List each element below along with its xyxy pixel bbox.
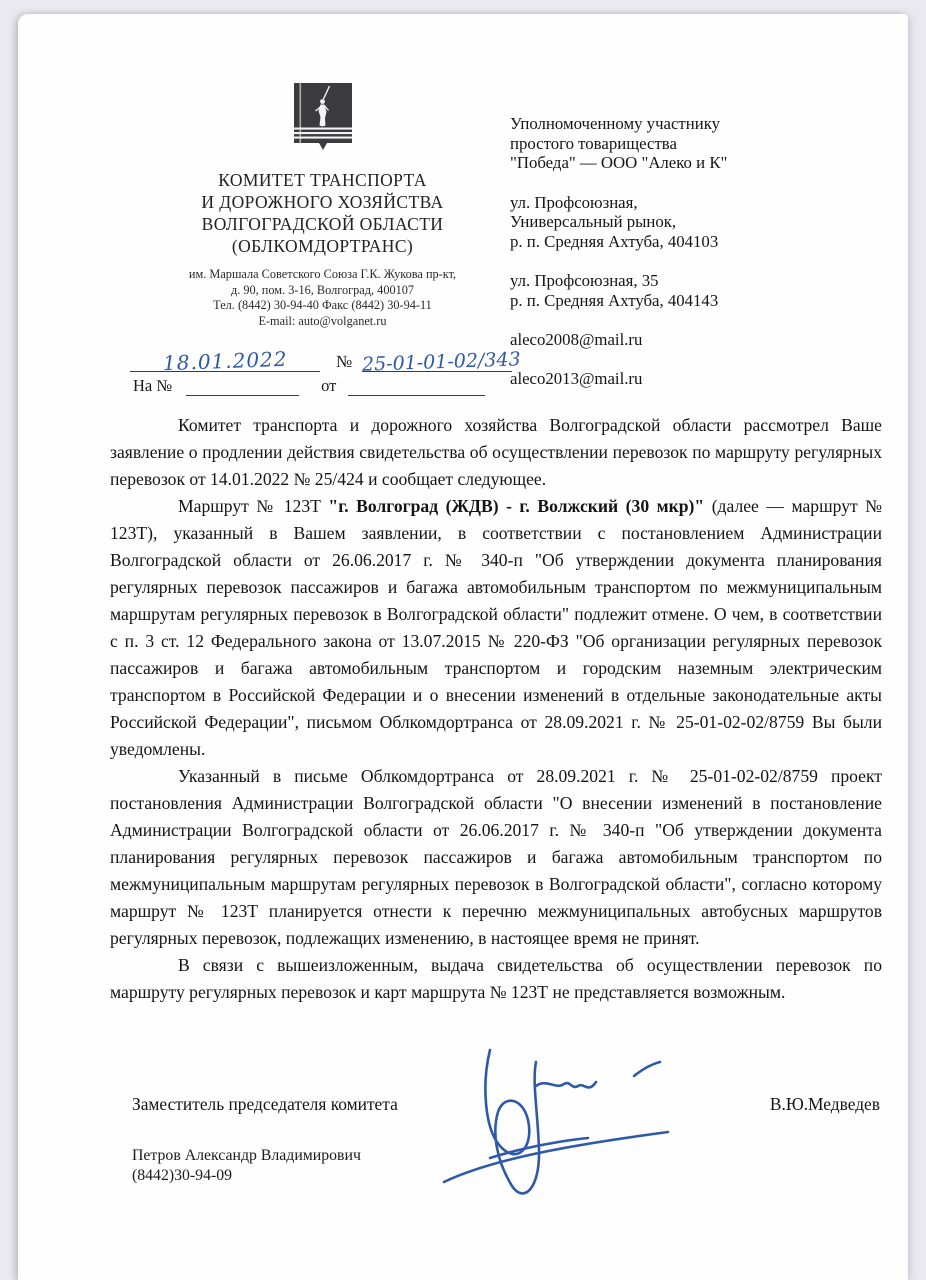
recipient-email-1: aleco2008@mail.ru [510,330,643,349]
volgograd-oblast-emblem-icon [293,82,353,161]
executor-block [132,1146,361,1186]
recipient-email-2: aleco2013@mail.ru [510,368,643,388]
document-sheet [18,14,908,1280]
sender-header [130,82,515,329]
executor-phone: (8442)30-94-09 [132,1167,233,1184]
org-name-line: И ДОРОЖНОГО ХОЗЯЙСТВА [201,192,444,212]
incoming-reference-row [133,372,610,396]
incoming-date-blank-field [348,377,485,396]
handwritten-number: 25-01-01-02/343 [361,348,522,376]
signer-name: В.Ю.Медведев [769,1094,880,1114]
letter-body [110,412,882,1006]
org-name-line: КОМИТЕТ ТРАНСПОРТА [218,170,427,190]
recipient-line: р. п. Средняя Ахтуба, 404143 [510,290,719,310]
ot-label: от [321,376,337,395]
paragraph-1: Комитет транспорта и дорожного хозяйства Волгоградской области рассмотрел Ваше заявление о продлении действия свидетельства об осуществлении перевозок по маршруту регулярных перевозок от 14.01.2022 № 25/424 и сообщает следующее. [110,415,882,489]
number-sign-label: № [336,352,353,371]
recipient-line: Уполномоченному участнику [510,114,721,133]
sender-address-line: E-mail: auto@volganet.ru [258,313,387,328]
sender-address-line: им. Маршала Советского Союза Г.К. Жукова пр-кт, [188,267,457,281]
recipient-line: Универсальный рынок, [510,212,677,231]
paragraph-2-continuation: (далее — маршрут № 123Т), указанный в Вашем заявлении, в соответствии с постановлением Администрации Волгоградской области от 26.06.2017 г. № 340-п "Об утверждении документа планирования регулярных перевозок пассажиров и багажа автомобильным транспортом по межмуниципальным маршрутам регулярных перевозок в Волгоградской области" подлежит отмене. О чем, в соответствии с п. 3 ст. 12 Федерального закона от 13.07.2015 № 220-ФЗ "Об организации регулярных перевозок пассажиров и багажа автомобильным транспортом и городским наземным электрическим транспортом в Российской Федерации и о внесении изменений в отдельные законодательные акты Российской Федерации", письмом Облкомдортранса от 28.09.2021 г. № 25-01-02-02/8759 Вы были уведомлены. [110,496,882,759]
sender-address-line: д. 90, пом. 3-16, Волгоград, 400107 [230,282,415,297]
signer-position-title: Заместитель председателя комитета [132,1094,398,1114]
recipient-name [510,114,890,173]
org-name-line: (ОБЛКОМДОРТРАНС) [231,236,414,256]
outgoing-date-number-row [130,326,610,376]
sender-address [130,267,515,329]
reference-section [130,326,610,396]
recipient-line: "Победа" — ООО "Алеко и К" [510,153,728,172]
outgoing-date-field [130,346,320,376]
recipient-line: ул. Профсоюзная, [510,192,638,212]
paragraph-3: Указанный в письме Облкомдортранса от 28.09.2021 г. № 25-01-02-02/8759 проект постановления Администрации Волгоградской области "О внесении изменений в постановление Администрации Волгоградской области от 26.06.2017 г. № 340-п "Об утверждении документа планирования регулярных перевозок пассажиров и багажа автомобильным транспортом по межмуниципальным маршрутам регулярных перевозок в Волгоградской области", согласно которому маршрут № 123Т планируется отнести к перечню межмуниципальных автобусных маршрутов регулярных перевозок, подлежащих изменению, в настоящее время не принят. [110,766,882,948]
handwritten-signature-icon [438,1042,678,1217]
route-name-bold: "г. Волгоград (ЖДВ) - г. Волжский (30 мкр)" [328,496,705,516]
outgoing-number-field [361,348,522,376]
paragraph-2-text: Маршрут № 123Т [178,496,329,516]
paragraph-2 [110,493,882,763]
na-number-label: На № [133,376,173,395]
handwritten-date: 18.01.2022 [162,346,288,376]
recipient-line: р. п. Средняя Ахтуба, 404103 [510,231,719,251]
signature-row [132,1094,880,1115]
org-name-line: ВОЛГОГРАДСКОЙ ОБЛАСТИ [201,214,444,234]
recipient-line: ул. Профсоюзная, 35 [510,271,659,290]
recipient-address-2 [510,271,890,310]
sender-organization-name [130,169,515,257]
incoming-number-blank-field [186,377,299,396]
executor-name: Петров Александр Владимирович [132,1147,361,1164]
recipient-address-1 [510,193,890,252]
paragraph-4: В связи с вышеизложенным, выдача свидетельства об осуществлении перевозок по маршруту регулярных перевозок и карт маршрута № 123Т не представляется возможным. [110,955,882,1002]
sender-address-line: Тел. (8442) 30-94-40 Факс (8442) 30-94-11 [213,298,432,312]
recipient-line: простого товарищества [510,133,677,153]
